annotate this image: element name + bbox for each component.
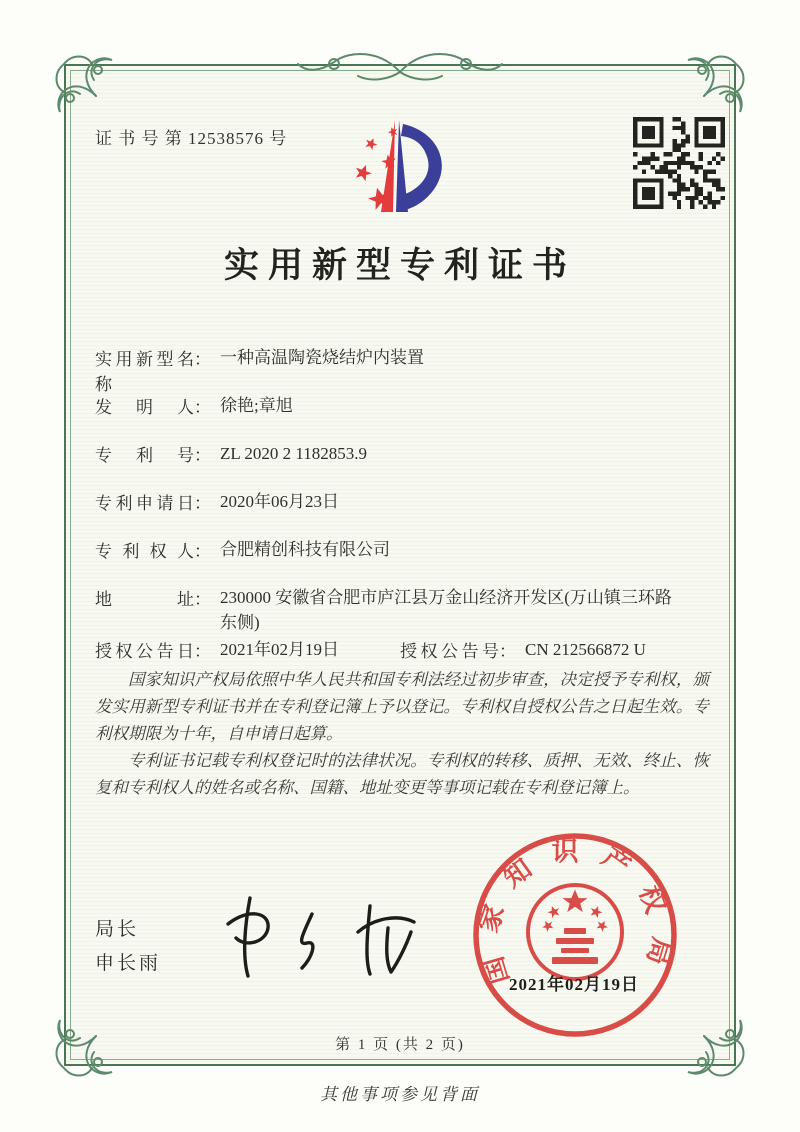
page-number: 第 1 页 (共 2 页) (335, 1037, 465, 1053)
field-colon: ： (194, 398, 211, 417)
signature (212, 880, 427, 988)
field-label: 实用新型名称 (95, 350, 194, 394)
field-label: 专利号 (95, 446, 194, 465)
field-label: 授权公告日 (95, 642, 194, 661)
svg-text:国家知识产权局 (472, 837, 677, 988)
field-row-filing-date (95, 489, 711, 514)
field-label: 专利申请日 (95, 494, 194, 513)
field-row-name (95, 345, 711, 395)
field-colon: ： (499, 642, 516, 661)
field-colon: ： (194, 350, 211, 369)
legal-paragraph-1: 国家知识产权局依照中华人民共和国专利法经过初步审查，决定授予专利权，颁发实用新型专利证书并在专利登记簿上予以登记。专利权自授权公告之日起生效。专利权期限为十年，自申请日起算。 (95, 670, 709, 743)
seal-text: 国家知识产权局 (472, 836, 678, 988)
field-label: 授权公告号 (400, 642, 499, 661)
national-emblem-icon (528, 885, 622, 979)
field-row-address (95, 585, 711, 635)
field-colon: ： (194, 446, 211, 465)
field-value: CN 212566872 U (525, 640, 646, 659)
corner-flourish-top-left (34, 34, 130, 130)
legal-text (95, 666, 709, 801)
seal-date: 2021年02月19日 (509, 975, 639, 994)
field-value: 230000 安徽省合肥市庐江县万金山经济开发区(万山镇三环路东侧) (220, 588, 672, 632)
field-row-grant (95, 637, 711, 662)
field-value: 徐艳;章旭 (220, 396, 293, 415)
signer-name: 申长雨 (95, 953, 162, 974)
certificate-title: 实用新型专利证书 (223, 246, 576, 285)
field-label: 发明人 (95, 398, 194, 417)
qr-code (633, 117, 725, 209)
signer-title: 局长 (95, 919, 140, 940)
field-value: 2020年06月23日 (220, 492, 339, 511)
field-row-patentee (95, 537, 711, 562)
corner-flourish-top-right (670, 34, 766, 130)
back-note: 其他事项参见背面 (320, 1085, 480, 1104)
field-value: ZL 2020 2 1182853.9 (220, 444, 368, 463)
certificate-number: 证 书 号 第 12538576 号 (95, 129, 288, 148)
field-colon: ： (194, 542, 211, 561)
field-label: 专利权人 (95, 542, 194, 561)
cnipa-logo-icon (333, 110, 468, 232)
field-row-patent-no (95, 441, 711, 466)
field-colon: ： (194, 590, 211, 609)
field-label: 地址 (95, 590, 194, 609)
field-value: 合肥精创科技有限公司 (220, 540, 390, 559)
official-seal-icon (468, 828, 682, 1042)
field-value: 2021年02月19日 (220, 640, 339, 659)
legal-paragraph-2: 专利证书记载专利权登记时的法律状况。专利权的转移、质押、无效、终止、恢复和专利权人的姓名或名称、国籍、地址变更等事项记载在专利登记簿上。 (95, 751, 709, 797)
field-colon: ： (194, 494, 211, 513)
field-row-inventor (95, 393, 711, 418)
field-value: 一种高温陶瓷烧结炉内装置 (220, 348, 424, 367)
field-pair-grant-no (400, 637, 646, 662)
top-center-flourish (290, 42, 510, 90)
field-colon: ： (194, 642, 211, 661)
